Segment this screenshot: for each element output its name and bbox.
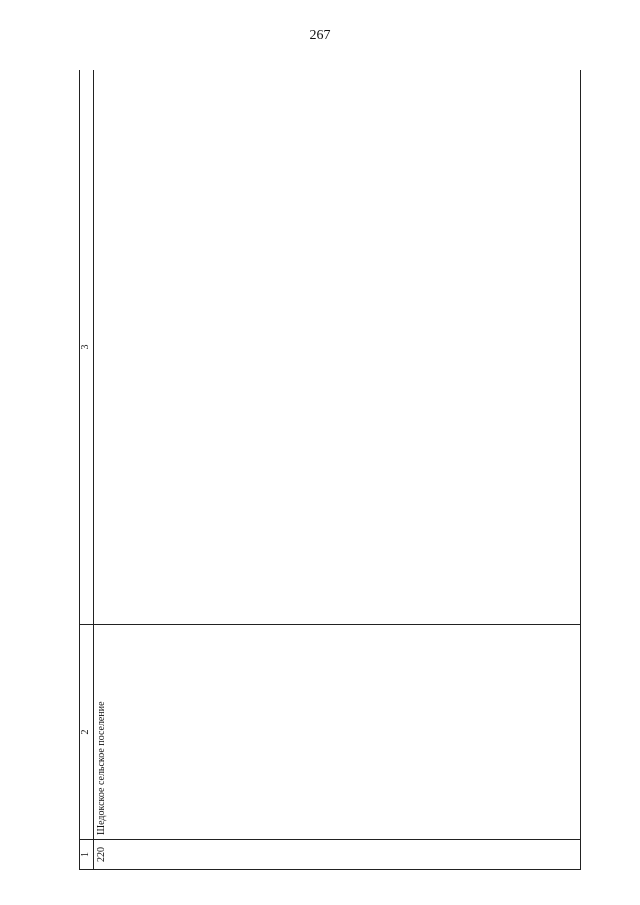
- table-header-cell: 2: [80, 625, 94, 840]
- rotated-table-container: [79, 70, 581, 870]
- table-row: [94, 70, 581, 870]
- data-table: [79, 70, 581, 870]
- settlement-name: Шедокское сельское поселение: [94, 625, 581, 840]
- table-header-row: [80, 70, 94, 870]
- row-number: 220: [94, 840, 581, 870]
- tariff-details: [94, 70, 581, 625]
- table-header-cell: 3: [80, 70, 94, 625]
- rotated-table: [79, 70, 581, 870]
- page-number: 267: [309, 28, 331, 43]
- table-header-cell: 1: [80, 840, 94, 870]
